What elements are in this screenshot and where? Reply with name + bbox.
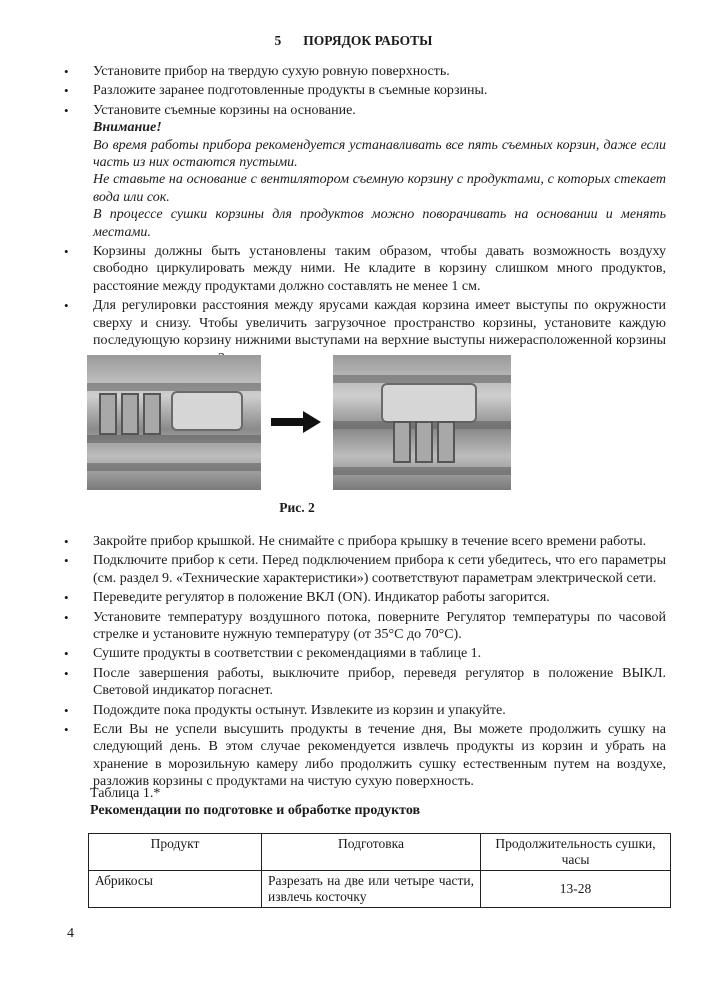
warning-paragraph: Во время работы прибора рекомендуется устанавливать все пять съемных корзин, даже если часть из них остаются пустыми. [93, 137, 666, 171]
basket-photo-before [87, 355, 261, 490]
section-number: 5 [274, 33, 282, 48]
column-header: Продукт [89, 834, 262, 871]
list-item: • Разложите заранее подготовленные продукты в съемные корзины. [62, 82, 666, 99]
list-item: • Подключите прибор к сети. Перед подключением прибора к сети убедитесь, что его параметры (см. раздел 9. «Технические характеристики») соответствуют параметрам электрической сети. [62, 552, 666, 587]
figure-caption: Рис. 2 [279, 500, 315, 515]
table-title: Рекомендации по подготовке и обработке продуктов [90, 803, 421, 818]
arrow-right-icon [271, 411, 321, 433]
list-item: • Сушите продукты в соответствии с рекомендациями в таблице 1. [62, 645, 666, 662]
table-row [89, 871, 671, 908]
instructions-list-1 [62, 63, 666, 369]
list-item: • Переведите регулятор в положение ВКЛ (ON). Индикатор работы загорится. [62, 589, 666, 606]
list-item: • Для регулировки расстояния между ярусами каждая корзина имеет выступы по окружности сверху и снизу. Чтобы увеличить загрузочное пространство корзины, установите каждую последующую корзину нижними выступами на верхние выступы нижерасположенной корзины [62, 297, 666, 367]
figure-2 [87, 355, 512, 490]
table-header-row [89, 834, 671, 871]
table-caption: Таблица 1.* [90, 786, 161, 801]
list-item: • Закройте прибор крышкой. Не снимайте с прибора крышку в течение всего времени работы. [62, 533, 666, 550]
table-cell: 13-28 [481, 871, 671, 908]
table-cell: Разрезать на две или четыре части, извлечь косточку [262, 871, 481, 908]
column-header: Подготовка [262, 834, 481, 871]
warning-title: Внимание! [93, 120, 162, 136]
list-item: • Установите температуру воздушного потока, поверните Регулятор температуры по часовой стрелке и установите нужную температуру (от 35°C до 70°C). [62, 609, 666, 644]
table-cell: Абрикосы [89, 871, 262, 908]
instructions-list-2 [62, 533, 666, 793]
list-item: • Подождите пока продукты остынут. Извлеките из корзин и упакуйте. [62, 702, 666, 719]
list-item: • После завершения работы, выключите прибор, переведя регулятор в положение ВЫКЛ. Световой индикатор погаснет. [62, 665, 666, 700]
warning-paragraph: Не ставьте на основание с вентилятором съемную корзину с продуктами, с которых стекает вода или сок. [93, 172, 666, 205]
basket-photo-after [333, 355, 511, 490]
page-number: 4 [67, 926, 74, 941]
list-item [62, 102, 666, 241]
list-item: • Установите прибор на твердую сухую ровную поверхность. [62, 63, 666, 80]
recommendations-table [88, 833, 671, 908]
list-item: • Если Вы не успели высушить продукты в течение дня, Вы можете продолжить сушку на следующий день. В этом случае рекомендуется извлечь продукты из корзин и убрать на хранение в морозильную камеру либо продолжить сушку естественным путем на воздухе, разложив корзины с продуктами на чистую сухую поверхность. [62, 721, 666, 791]
list-item-text: Установите съемные корзины на основание. [93, 102, 356, 118]
section-title: ПОРЯДОК РАБОТЫ [303, 33, 433, 48]
section-heading [0, 33, 707, 49]
column-header: Продолжительность сушки, часы [481, 834, 671, 871]
warning-paragraph: В процессе сушки корзины для продуктов можно поворачивать на основании и менять местами. [93, 207, 666, 240]
list-item: • Корзины должны быть установлены таким образом, чтобы давать возможность воздуху свободно циркулировать между ними. Не кладите в корзину слишком много продуктов, расстояние между продуктами должно составлять не менее 1 см. [62, 243, 666, 295]
